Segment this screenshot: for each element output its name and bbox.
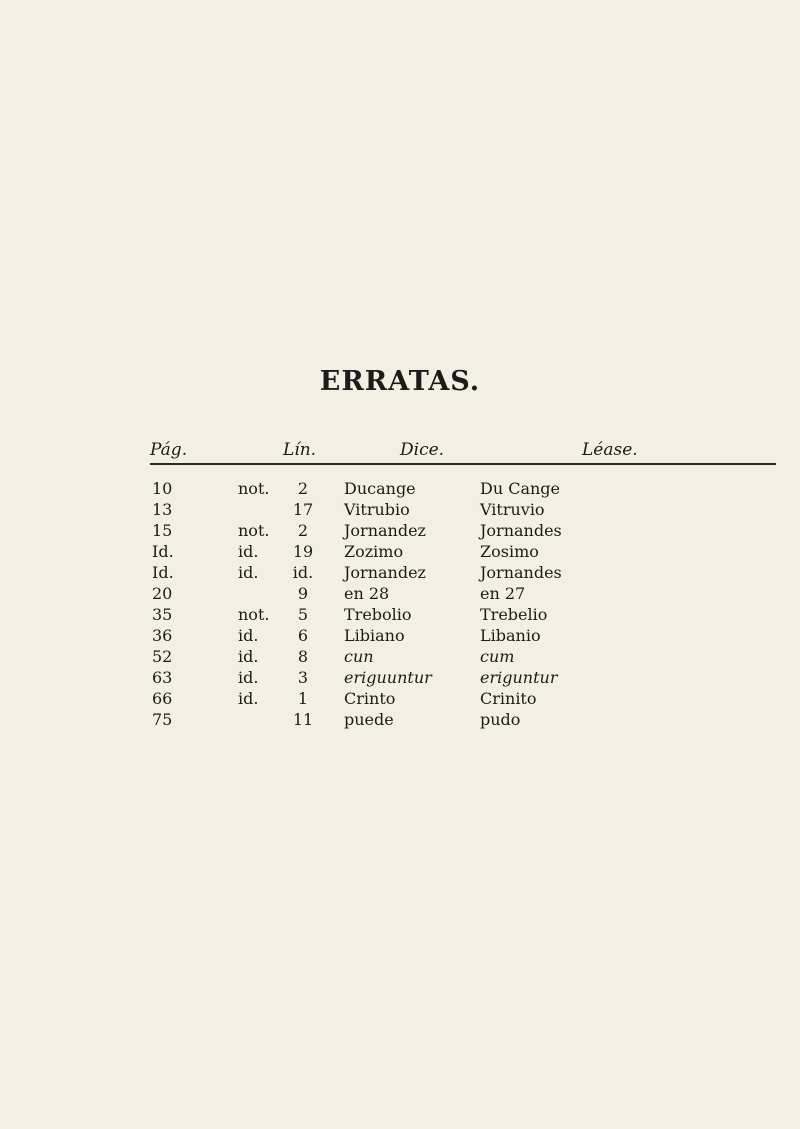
cell-lease: Zosimo: [480, 542, 539, 561]
header-lease: Léase.: [582, 440, 638, 460]
cell-lin: 19: [292, 542, 314, 561]
page-title: ERRATAS.: [319, 366, 481, 397]
cell-pag: 66: [152, 689, 173, 708]
cell-lin: 1: [297, 689, 309, 708]
cell-lease: Libanio: [480, 626, 541, 645]
table-row: [0, 604, 800, 625]
cell-dice: Vitrubio: [344, 500, 410, 519]
cell-note: id.: [238, 668, 259, 687]
cell-note: not.: [238, 479, 270, 498]
cell-lease: en 27: [480, 584, 526, 603]
cell-pag: 13: [152, 500, 173, 519]
cell-pag: 63: [152, 668, 173, 687]
table-row: [0, 499, 800, 520]
cell-note: not.: [238, 521, 270, 540]
cell-pag: Id.: [152, 542, 174, 561]
table-row: [0, 520, 800, 541]
cell-dice: Libiano: [344, 626, 405, 645]
cell-dice: Zozimo: [344, 542, 404, 561]
cell-dice: en 28: [344, 584, 390, 603]
cell-lease: Crinito: [480, 689, 537, 708]
cell-pag: 35: [152, 605, 173, 624]
cell-lease: Jornandes: [480, 563, 562, 582]
table-row: [0, 562, 800, 583]
cell-lease: eriguntur: [480, 668, 558, 687]
cell-lin: id.: [292, 563, 314, 582]
cell-dice: Crinto: [344, 689, 396, 708]
cell-note: id.: [238, 542, 259, 561]
cell-pag: 75: [152, 710, 173, 729]
table-header: [0, 440, 800, 464]
errata-table-body: [0, 478, 800, 730]
cell-pag: 15: [152, 521, 173, 540]
cell-lease: Du Cange: [480, 479, 561, 498]
cell-lease: Jornandes: [480, 521, 562, 540]
cell-note: id.: [238, 563, 259, 582]
cell-lin: 11: [292, 710, 314, 729]
table-row: [0, 688, 800, 709]
cell-pag: 36: [152, 626, 173, 645]
cell-dice: cun: [344, 647, 374, 666]
header-pag: Pág.: [150, 440, 188, 460]
cell-lease: Trebelio: [480, 605, 548, 624]
cell-lease: Vitruvio: [480, 500, 545, 519]
cell-lin: 6: [297, 626, 309, 645]
cell-lin: 2: [297, 479, 309, 498]
table-row: [0, 709, 800, 730]
cell-lin: 3: [297, 668, 309, 687]
cell-lease: cum: [480, 647, 515, 666]
table-row: [0, 646, 800, 667]
cell-dice: eriguuntur: [344, 668, 432, 687]
cell-lin: 17: [292, 500, 314, 519]
cell-lease: pudo: [480, 710, 521, 729]
cell-lin: 9: [297, 584, 309, 603]
cell-pag: 10: [152, 479, 173, 498]
header-divider: [150, 463, 776, 465]
cell-note: id.: [238, 626, 259, 645]
table-row: [0, 541, 800, 562]
table-row: [0, 625, 800, 646]
cell-dice: puede: [344, 710, 394, 729]
cell-pag: Id.: [152, 563, 174, 582]
cell-pag: 52: [152, 647, 173, 666]
cell-dice: Ducange: [344, 479, 416, 498]
cell-note: not.: [238, 605, 270, 624]
cell-note: id.: [238, 647, 259, 666]
cell-dice: Jornandez: [344, 521, 426, 540]
cell-dice: Trebolio: [344, 605, 412, 624]
cell-lin: 2: [297, 521, 309, 540]
cell-note: id.: [238, 689, 259, 708]
table-row: [0, 583, 800, 604]
header-lin: Lín.: [283, 440, 317, 460]
cell-lin: 8: [297, 647, 309, 666]
cell-lin: 5: [297, 605, 309, 624]
table-row: [0, 478, 800, 499]
cell-pag: 20: [152, 584, 173, 603]
header-dice: Dice.: [400, 440, 445, 460]
table-row: [0, 667, 800, 688]
cell-dice: Jornandez: [344, 563, 426, 582]
